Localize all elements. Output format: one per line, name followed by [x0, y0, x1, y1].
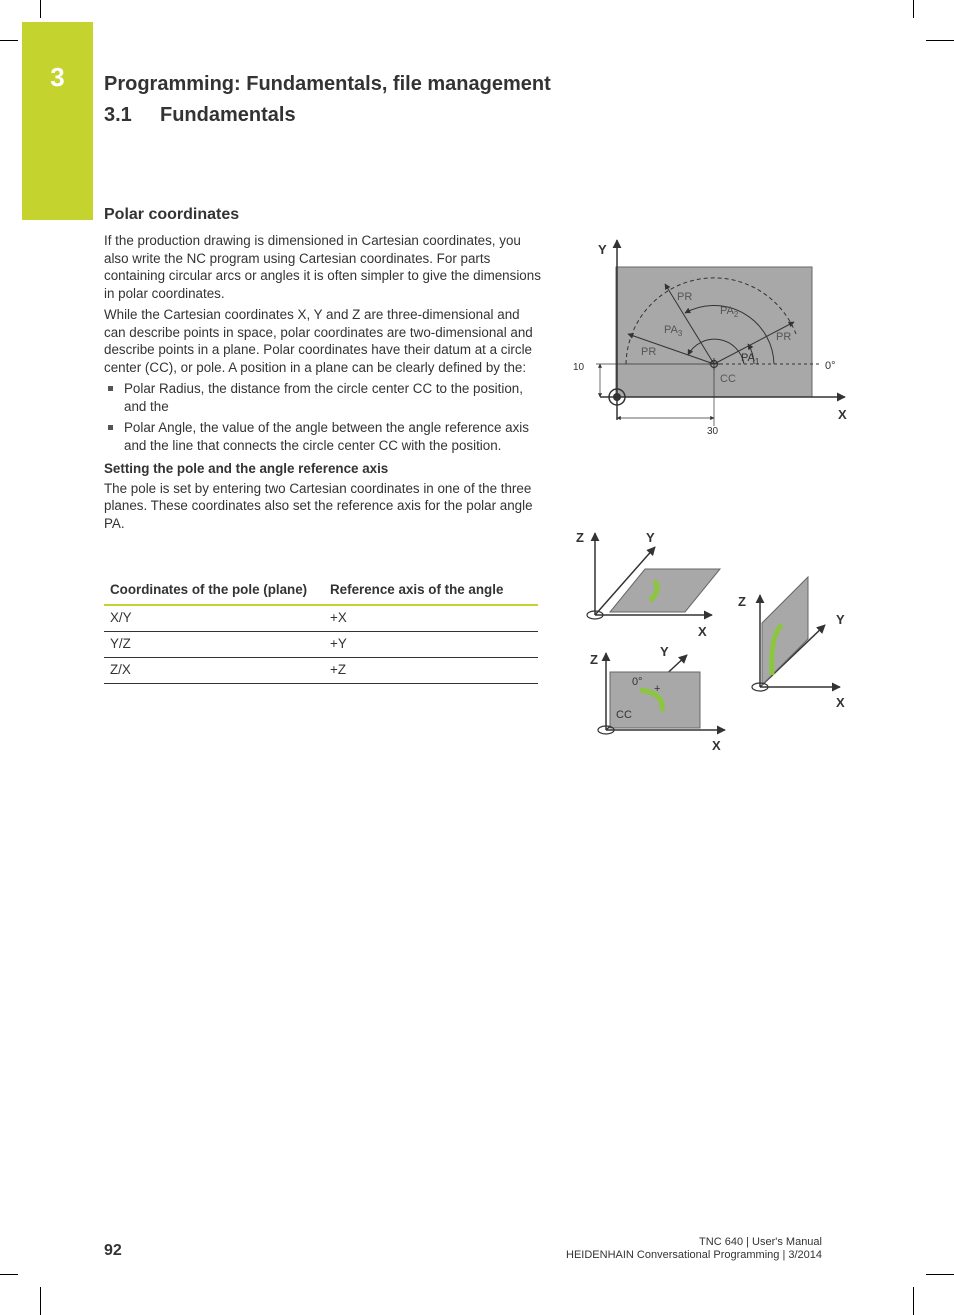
axis-label-x: X: [698, 624, 707, 639]
bullet-square-icon: [108, 386, 113, 391]
axis-label-y: Y: [646, 530, 655, 545]
chapter-tab: [22, 22, 93, 220]
paragraph-polar: While the Cartesian coordinates X, Y and Z are three-dimensional and can describe points in space, polar coordinates are two-dimensional and describe points in a plane. Polar coordinates have their datum at a circle center (CC), or pole. A position in a plane can be clearly defined by the:: [104, 307, 533, 375]
subheading-pole: Setting the pole and the angle reference axis: [104, 461, 389, 476]
paragraph-intro: If the production drawing is dimensioned in Cartesian coordinates, you also write the NC program using Cartesian coordinates. For parts containing circular arcs or angles it is often simpler to give the dimensions in polar coordinates.: [104, 233, 541, 301]
crop-mark: [926, 40, 954, 41]
label-pa1: $PA_1$: [741, 352, 760, 366]
label-zero-deg: 0°: [632, 676, 643, 688]
table-cell: X/Y: [104, 605, 324, 632]
crop-mark: [926, 1274, 954, 1275]
axis-label-x: X: [712, 738, 721, 753]
page-number: 92: [104, 1242, 122, 1259]
label-pa2: $PA_2$: [720, 305, 739, 319]
table-header-cell: Reference axis of the angle: [324, 580, 538, 605]
chapter-number: 3: [50, 62, 65, 92]
table-header-cell: Coordinates of the pole (plane): [104, 580, 324, 605]
table-row: [104, 658, 538, 684]
footer-info: [566, 1236, 822, 1262]
section-number: 3.1: [104, 104, 132, 126]
xy-plane: [610, 569, 720, 612]
table-row: [104, 605, 538, 632]
axis-label-y: Y: [660, 644, 669, 659]
label-zero-deg: 0°: [825, 360, 836, 372]
footer-publisher: HEIDENHAIN Conversational Programming | 3/2014: [566, 1249, 822, 1261]
chapter-title: Programming: Fundamentals, file management: [104, 73, 551, 95]
label-pr: PR: [641, 346, 657, 358]
footer-manual-title: TNC 640 | User's Manual: [699, 1236, 822, 1248]
table-row: [104, 632, 538, 658]
label-plus: +: [654, 683, 661, 695]
label-cc: CC: [720, 373, 736, 385]
body-text: [104, 232, 544, 536]
axis-label-y: Y: [598, 242, 607, 257]
pole-table: [104, 580, 538, 684]
bullet-list: [104, 380, 544, 454]
section-title-line: [104, 104, 296, 127]
crop-mark: [0, 1274, 18, 1275]
crop-mark: [913, 0, 914, 18]
table-header-row: [104, 580, 538, 605]
crop-mark: [0, 40, 18, 41]
table-cell: +X: [324, 605, 538, 632]
axis-label-z: Z: [576, 530, 584, 545]
axis-label-z: Z: [738, 594, 746, 609]
zx-plane: [762, 577, 808, 685]
label-cc: CC: [616, 709, 632, 721]
section-title: Fundamentals: [160, 104, 296, 126]
table-cell: +Z: [324, 658, 538, 684]
table-cell: +Y: [324, 632, 538, 658]
axis-label-z: Z: [590, 652, 598, 667]
axis-label-x: X: [836, 695, 845, 710]
crop-mark: [40, 1287, 41, 1315]
bullet-square-icon: [108, 425, 113, 430]
polar-coordinates-figure: [560, 230, 860, 445]
pole-planes-figure: [570, 525, 860, 760]
axis-label-x: X: [838, 407, 847, 422]
table-cell: Y/Z: [104, 632, 324, 658]
label-pr: PR: [776, 331, 792, 343]
paragraph-pole: The pole is set by entering two Cartesian coordinates in one of the three planes. These coordinates also set the reference axis for the polar angle PA.: [104, 480, 533, 531]
label-pr: PR: [677, 291, 693, 303]
crop-mark: [40, 0, 41, 18]
axis-label-y: Y: [836, 612, 845, 627]
crop-mark: [913, 1287, 914, 1315]
list-item: Polar Angle, the value of the angle between the angle reference axis and the line that connects the circle center CC with the position.: [104, 419, 544, 454]
datum-center-icon: [613, 393, 621, 401]
dimension-label: 30: [707, 426, 719, 437]
list-item: Polar Radius, the distance from the circle center CC to the position, and the: [104, 380, 544, 415]
heading-polar-coordinates: Polar coordinates: [104, 206, 240, 223]
label-pa3: $PA_3$: [664, 324, 683, 338]
dimension-label: 10: [573, 362, 585, 373]
table-cell: Z/X: [104, 658, 324, 684]
